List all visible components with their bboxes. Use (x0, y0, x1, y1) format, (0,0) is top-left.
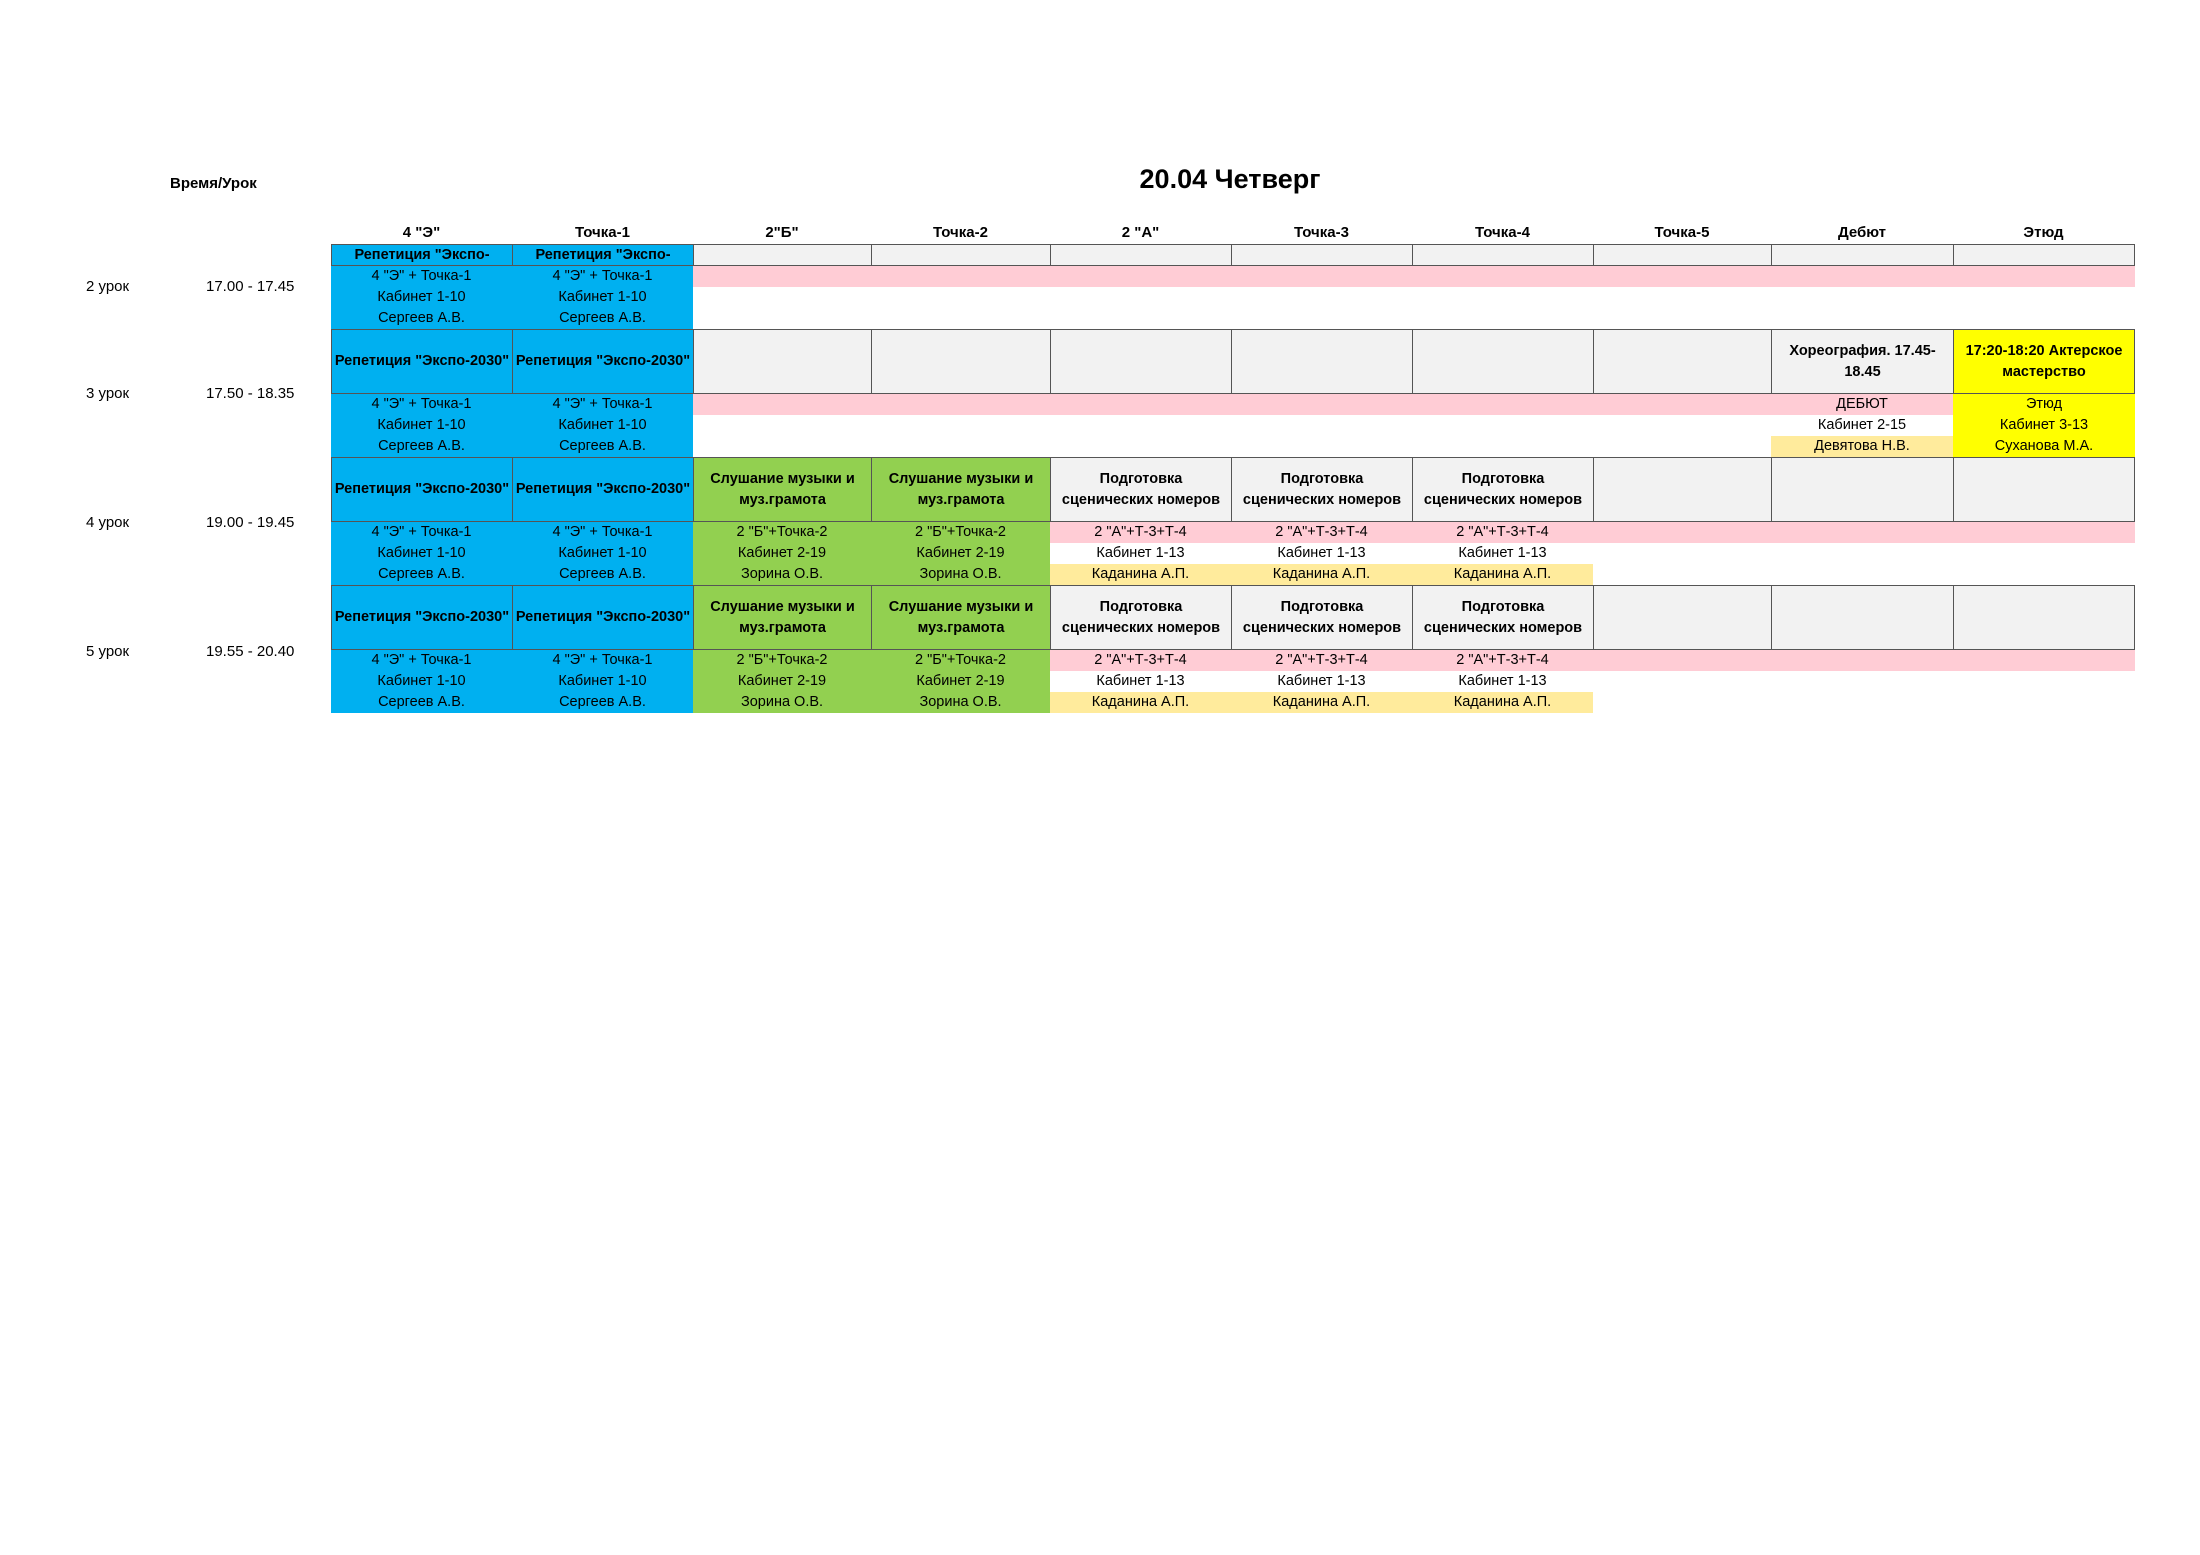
group-text: 4 "Э" + Точка-1 (371, 524, 472, 540)
empty-cell (1231, 244, 1413, 266)
column-header-tochka-5: Точка-5 (1654, 224, 1710, 241)
empty-cell (1231, 329, 1413, 394)
empty-cell (693, 329, 872, 394)
room-text: Кабинет 1-10 (558, 417, 647, 433)
column-header-4e: 4 "Э" (402, 224, 441, 241)
schedule-cell: Слушание музыки и муз.грамота (693, 457, 872, 522)
group-text: Этюд (2025, 396, 2063, 412)
room-text: Кабинет 1-10 (558, 673, 647, 689)
group-text: 2 "Б"+Точка-2 (736, 652, 828, 668)
teacher-text: Каданина А.П. (1091, 694, 1190, 710)
empty-cell (1412, 329, 1594, 394)
schedule-cell: Слушание музыки и муз.грамота (693, 585, 872, 650)
page-title: 20.04 Четверг (1139, 164, 1321, 194)
teacher-text: Сергеев А.В. (378, 694, 465, 710)
schedule-cell: Репетиция "Экспо- (512, 244, 694, 266)
group-text: 4 "Э" + Точка-1 (552, 652, 653, 668)
room-text: Кабинет 2-19 (737, 673, 827, 689)
schedule-cell: Подготовка сценических номеров (1050, 457, 1232, 522)
empty-cell (1771, 585, 1954, 650)
group-text: 2 "А"+Т-3+Т-4 (1094, 652, 1187, 668)
schedule-cell: Слушание музыки и муз.грамота (871, 457, 1051, 522)
room-text: Кабинет 2-19 (916, 673, 1005, 689)
schedule-cell: Репетиция "Экспо- (331, 244, 513, 266)
empty-cell (1953, 244, 2135, 266)
column-header-2a: 2 "А" (1121, 224, 1160, 241)
room-text: Кабинет 2-19 (916, 545, 1005, 561)
lesson-label: 5 урок (86, 643, 130, 660)
schedule-cell: Хореография. 17.45-18.45 (1771, 329, 1954, 394)
room-text: Кабинет 1-10 (377, 417, 466, 433)
teacher-text: Зорина О.В. (919, 566, 1002, 582)
schedule-cell: Подготовка сценических номеров (1412, 457, 1594, 522)
schedule-cell: Репетиция "Экспо-2030" (331, 585, 513, 650)
room-text: Кабинет 1-13 (1096, 545, 1185, 561)
teacher-text: Сергеев А.В. (378, 566, 465, 582)
column-header-2b: 2"Б" (765, 224, 799, 241)
room-text: Кабинет 1-10 (377, 673, 466, 689)
empty-cell (1412, 244, 1594, 266)
group-text: 4 "Э" + Точка-1 (371, 396, 472, 412)
teacher-text: Сергеев А.В. (559, 310, 646, 326)
column-header-tochka-2: Точка-2 (933, 224, 988, 241)
empty-cell (1953, 585, 2135, 650)
room-text: Кабинет 2-15 (1817, 417, 1907, 433)
room-text: Кабинет 2-19 (737, 545, 827, 561)
room-text: Кабинет 1-13 (1277, 673, 1366, 689)
teacher-text: Каданина А.П. (1272, 566, 1371, 582)
column-header-tochka-3: Точка-3 (1294, 224, 1349, 241)
column-header-tochka-1: Точка-1 (575, 224, 630, 241)
schedule-cell: Репетиция "Экспо-2030" (331, 329, 513, 394)
empty-cell (1593, 585, 1772, 650)
time-lesson-header: Время/Урок (170, 175, 257, 192)
column-header-etyud: Этюд (2023, 224, 2064, 241)
lesson-time: 17.00 - 17.45 (206, 278, 295, 295)
group-text: 4 "Э" + Точка-1 (371, 652, 472, 668)
teacher-text: Зорина О.В. (740, 566, 824, 582)
teacher-text: Девятова Н.В. (1814, 438, 1910, 454)
column-header-tochka-4: Точка-4 (1475, 224, 1530, 241)
teacher-text: Зорина О.В. (740, 694, 824, 710)
schedule-cell: Репетиция "Экспо-2030" (512, 457, 694, 522)
group-text: 2 "А"+Т-3+Т-4 (1275, 524, 1368, 540)
room-text: Кабинет 1-10 (377, 545, 466, 561)
empty-cell (1593, 329, 1772, 394)
schedule-cell: Подготовка сценических номеров (1412, 585, 1594, 650)
group-text: 2 "А"+Т-3+Т-4 (1456, 652, 1549, 668)
teacher-text: Сергеев А.В. (559, 438, 646, 454)
empty-cell (871, 329, 1051, 394)
lesson-time: 19.00 - 19.45 (206, 514, 295, 531)
room-text: Кабинет 1-13 (1096, 673, 1185, 689)
lesson-label: 2 урок (86, 278, 130, 295)
schedule-cell: 17:20-18:20 Актерское мастерство (1953, 329, 2135, 394)
teacher-text: Зорина О.В. (919, 694, 1002, 710)
group-text: 2 "А"+Т-3+Т-4 (1275, 652, 1368, 668)
teacher-text: Каданина А.П. (1272, 694, 1371, 710)
schedule-cell: Репетиция "Экспо-2030" (331, 457, 513, 522)
room-text: Кабинет 1-13 (1458, 673, 1547, 689)
teacher-text: Сергеев А.В. (378, 310, 465, 326)
empty-cell (1771, 244, 1954, 266)
empty-cell (693, 244, 872, 266)
empty-cell (1593, 457, 1772, 522)
lesson-time: 19.55 - 20.40 (206, 643, 295, 660)
row-highlight (693, 394, 1953, 415)
row-highlight (693, 266, 2135, 287)
schedule-cell: Подготовка сценических номеров (1050, 585, 1232, 650)
schedule-cell: Подготовка сценических номеров (1231, 585, 1413, 650)
teacher-text: Каданина А.П. (1453, 566, 1552, 582)
group-text: 2 "Б"+Точка-2 (736, 524, 828, 540)
column-header-debut: Дебют (1837, 224, 1887, 241)
room-text: Кабинет 1-13 (1458, 545, 1547, 561)
room-text: Кабинет 3-13 (1999, 417, 2089, 433)
empty-cell (871, 244, 1051, 266)
group-text: 2 "А"+Т-3+Т-4 (1094, 524, 1187, 540)
teacher-text: Сергеев А.В. (559, 694, 646, 710)
group-text: 4 "Э" + Точка-1 (552, 524, 653, 540)
lesson-label: 3 урок (86, 385, 130, 402)
room-text: Кабинет 1-13 (1277, 545, 1366, 561)
teacher-text: Сергеев А.В. (559, 566, 646, 582)
group-text: ДЕБЮТ (1836, 396, 1888, 412)
schedule-cell: Репетиция "Экспо-2030" (512, 329, 694, 394)
schedule-cell: Слушание музыки и муз.грамота (871, 585, 1051, 650)
empty-cell (1593, 244, 1772, 266)
group-text: 2 "Б"+Точка-2 (914, 524, 1006, 540)
room-text: Кабинет 1-10 (558, 289, 647, 305)
group-text: 4 "Э" + Точка-1 (371, 268, 472, 284)
group-text: 4 "Э" + Точка-1 (552, 396, 653, 412)
group-text: 2 "А"+Т-3+Т-4 (1456, 524, 1549, 540)
group-text: 4 "Э" + Точка-1 (552, 268, 653, 284)
teacher-text: Каданина А.П. (1091, 566, 1190, 582)
empty-cell (1771, 457, 1954, 522)
group-text: 2 "Б"+Точка-2 (914, 652, 1006, 668)
empty-cell (1050, 244, 1232, 266)
schedule-cell: Репетиция "Экспо-2030" (512, 585, 694, 650)
empty-cell (1050, 329, 1232, 394)
teacher-text: Суханова М.А. (1994, 438, 2094, 454)
room-text: Кабинет 1-10 (377, 289, 466, 305)
teacher-text: Каданина А.П. (1453, 694, 1552, 710)
teacher-text: Сергеев А.В. (378, 438, 465, 454)
schedule-cell: Подготовка сценических номеров (1231, 457, 1413, 522)
lesson-label: 4 урок (86, 514, 130, 531)
lesson-time: 17.50 - 18.35 (206, 385, 295, 402)
room-text: Кабинет 1-10 (558, 545, 647, 561)
empty-cell (1953, 457, 2135, 522)
